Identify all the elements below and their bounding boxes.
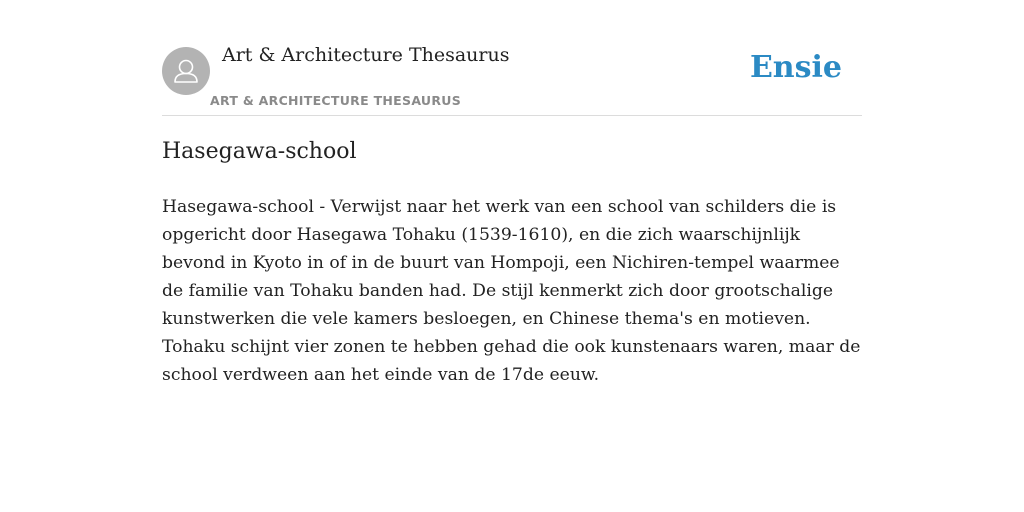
definition-text: Hasegawa-school - Verwijst naar het werk van een school van schilders die is opgericht door Hasegawa Tohaku (1539-1610), en die zich waarschijnlijk bevond in Kyoto in of in de buurt van Hompoji, een Nichiren-tempel waarmee de familie van Tohaku banden had. De stijl kenmerkt zich door grootschalige kunstwerken die vele kamers besloegen, en Chinese thema's en motieven. Tohaku schijnt vier zonen te hebben gehad die ook kunstenaars waren, maar de school verdween aan het einde van de 17de eeuw. bbox=[162, 197, 861, 385]
brand-logo[interactable]: Ensie bbox=[749, 50, 842, 85]
avatar[interactable] bbox=[162, 47, 210, 95]
content-container bbox=[162, 0, 862, 385]
term-title: Hasegawa-school bbox=[162, 139, 357, 164]
source-subtitle: ART & ARCHITECTURE THESAURUS bbox=[210, 93, 462, 108]
user-silhouette-icon bbox=[162, 47, 210, 95]
source-header bbox=[162, 0, 862, 116]
source-title[interactable]: Art & Architecture Thesaurus bbox=[222, 44, 510, 66]
